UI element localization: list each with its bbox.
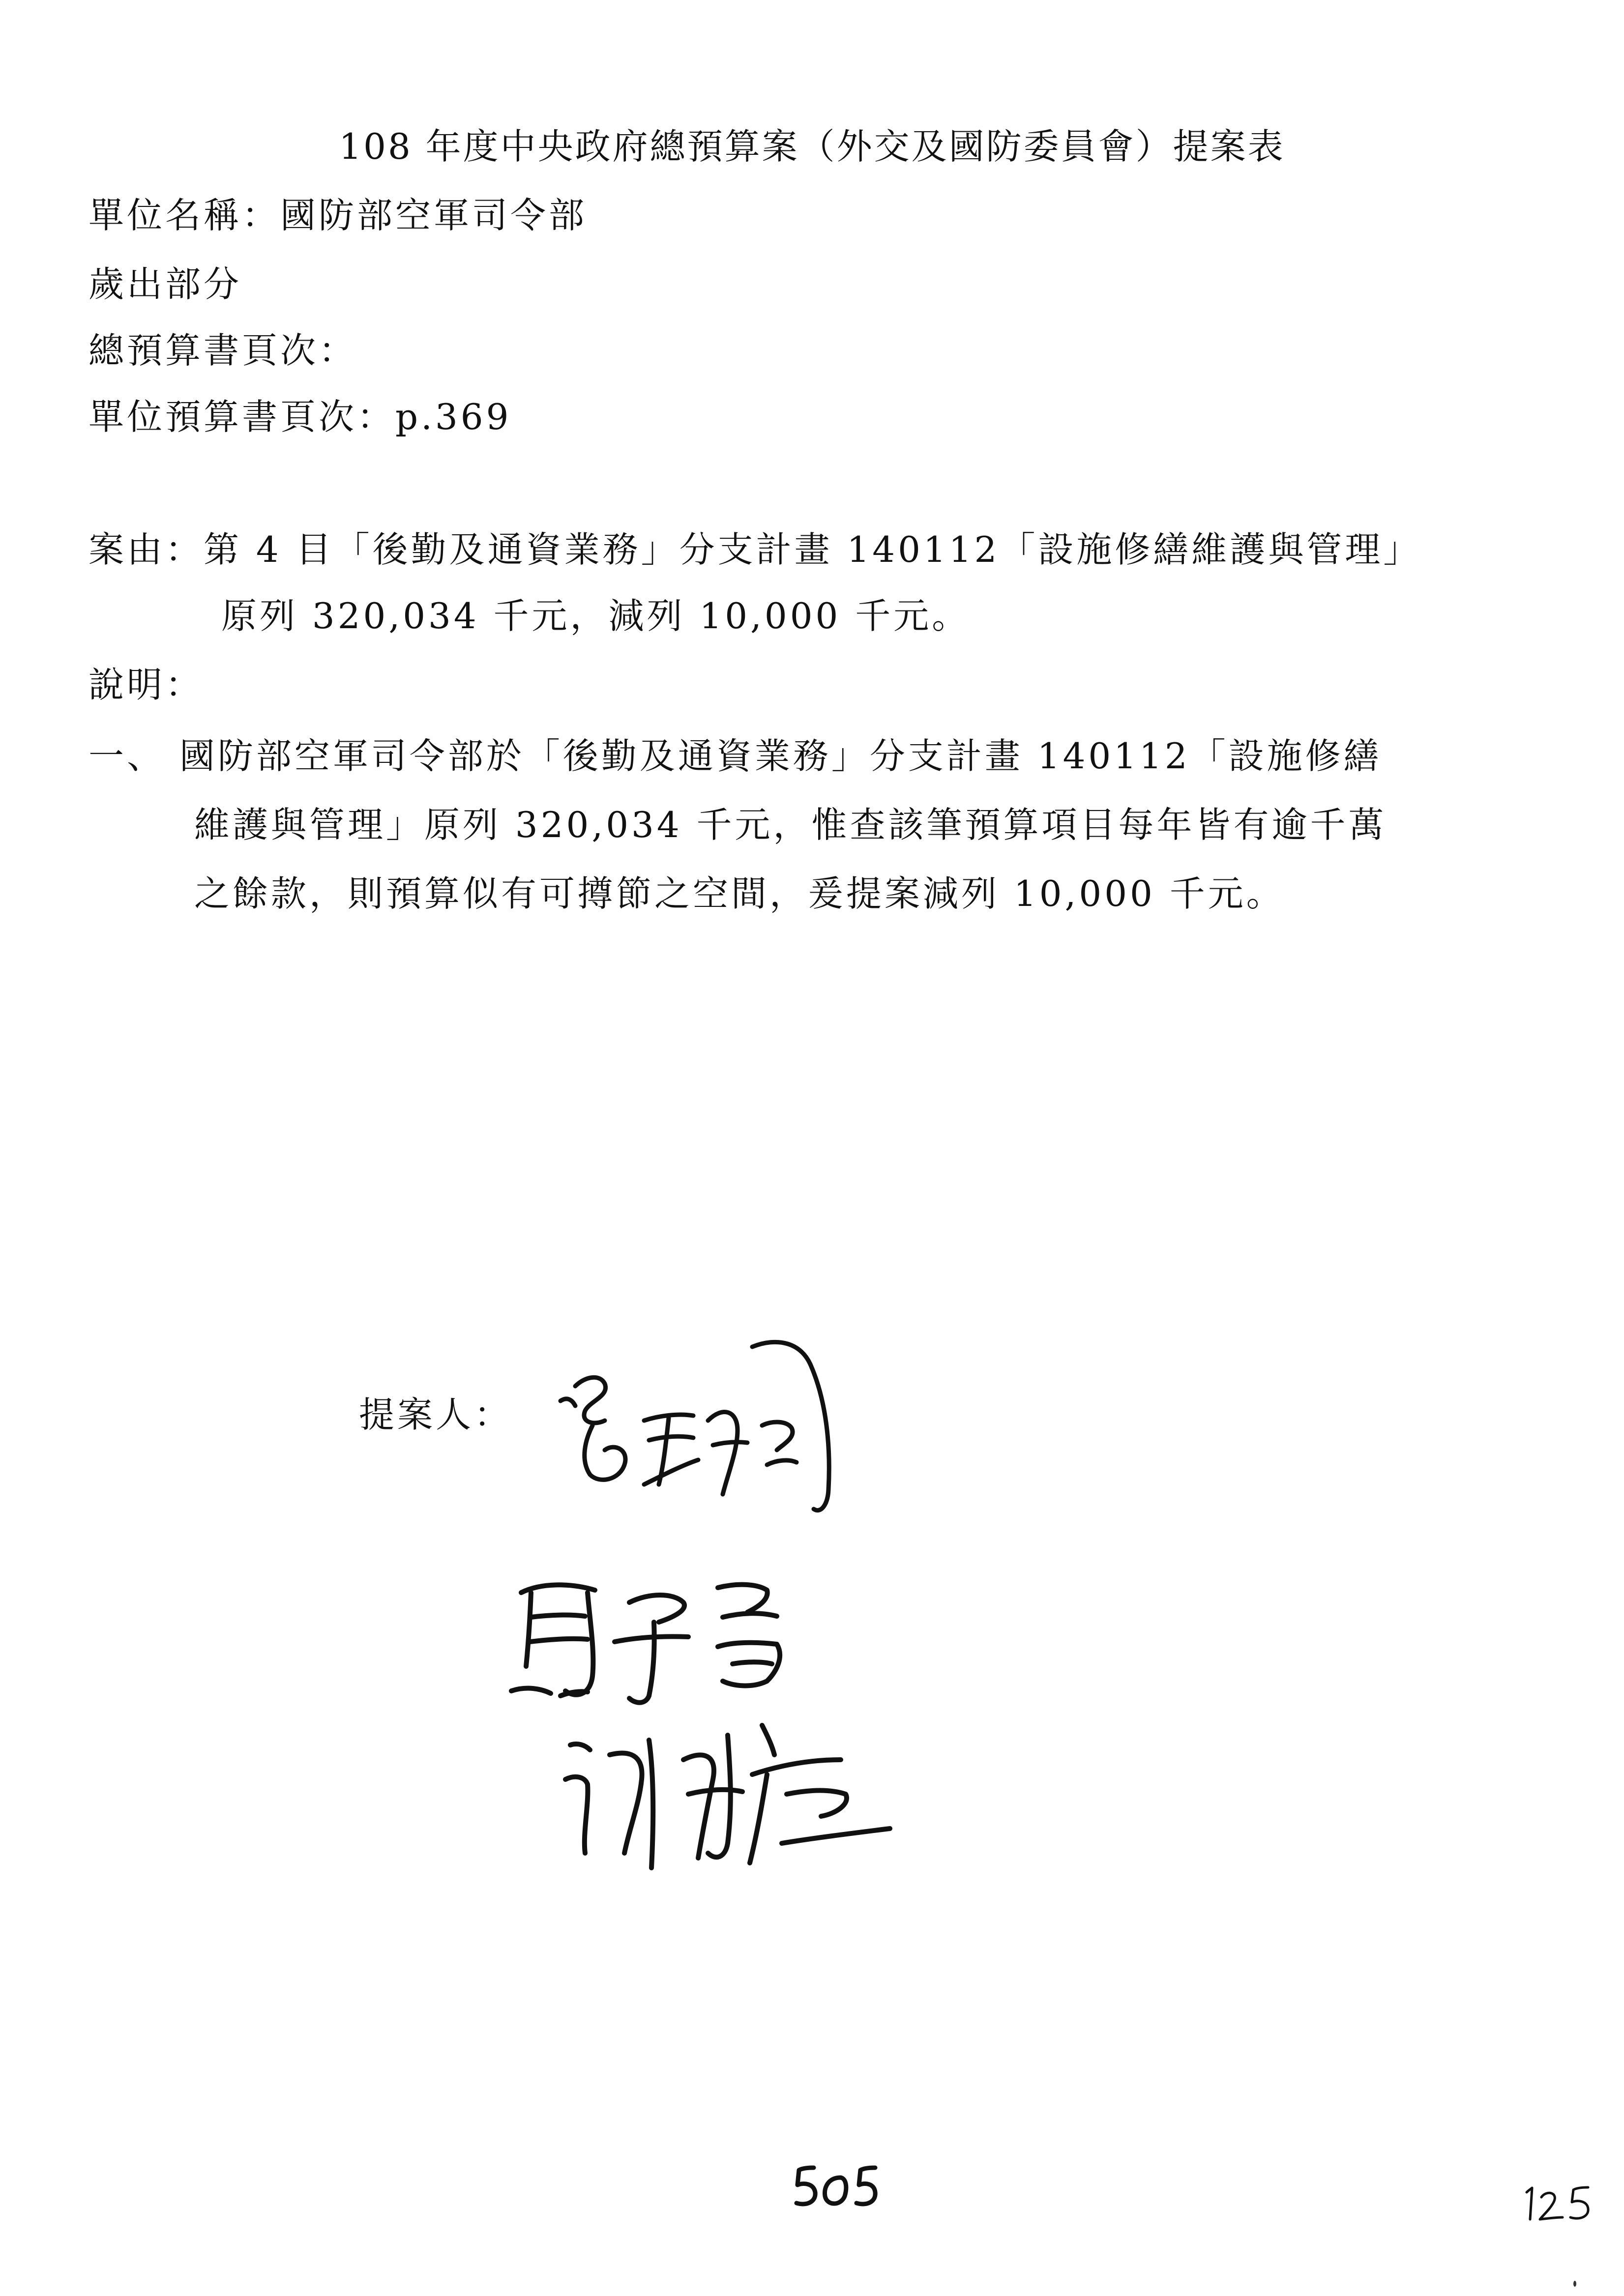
signature-2 (502, 1563, 836, 1720)
signature-3 (556, 1706, 959, 1892)
total-budget-page-line: 總預算書頁次： (89, 330, 357, 371)
explanation-item-1-line-2: 維護與管理」原列 320,034 千元，惟查該筆預算項目每年皆有逾千萬 (194, 804, 1387, 845)
document-title: 108 年度中央政府總預算案（外交及國防委員會）提案表 (339, 126, 1285, 167)
unit-budget-page-line: 單位預算書頁次：p.369 (89, 396, 512, 437)
explanation-item-1-line-1: 一、 國防部空軍司令部於「後勤及通資業務」分支計畫 140112「設施修繕 (89, 735, 1382, 777)
explanation-item-1-line-3: 之餘款，則預算似有可撙節之空間，爰提案減列 10,000 千元。 (194, 873, 1285, 914)
scan-speck (1573, 2281, 1576, 2287)
handwritten-page-number (792, 2158, 880, 2212)
case-line-2: 原列 320,034 千元，減列 10,000 千元。 (221, 595, 971, 637)
section-line: 歲出部分 (89, 263, 242, 305)
signature-1 (546, 1327, 900, 1534)
unit-name-line: 單位名稱：國防部空軍司令部 (89, 195, 588, 236)
proposer-label: 提案人： (359, 1394, 513, 1435)
case-line-1: 案由：第 4 目「後勤及通資業務」分支計畫 140112「設施修繕維護與管理」 (89, 529, 1422, 570)
handwritten-corner-number (1519, 2180, 1598, 2224)
explanation-label: 說明： (89, 664, 204, 705)
